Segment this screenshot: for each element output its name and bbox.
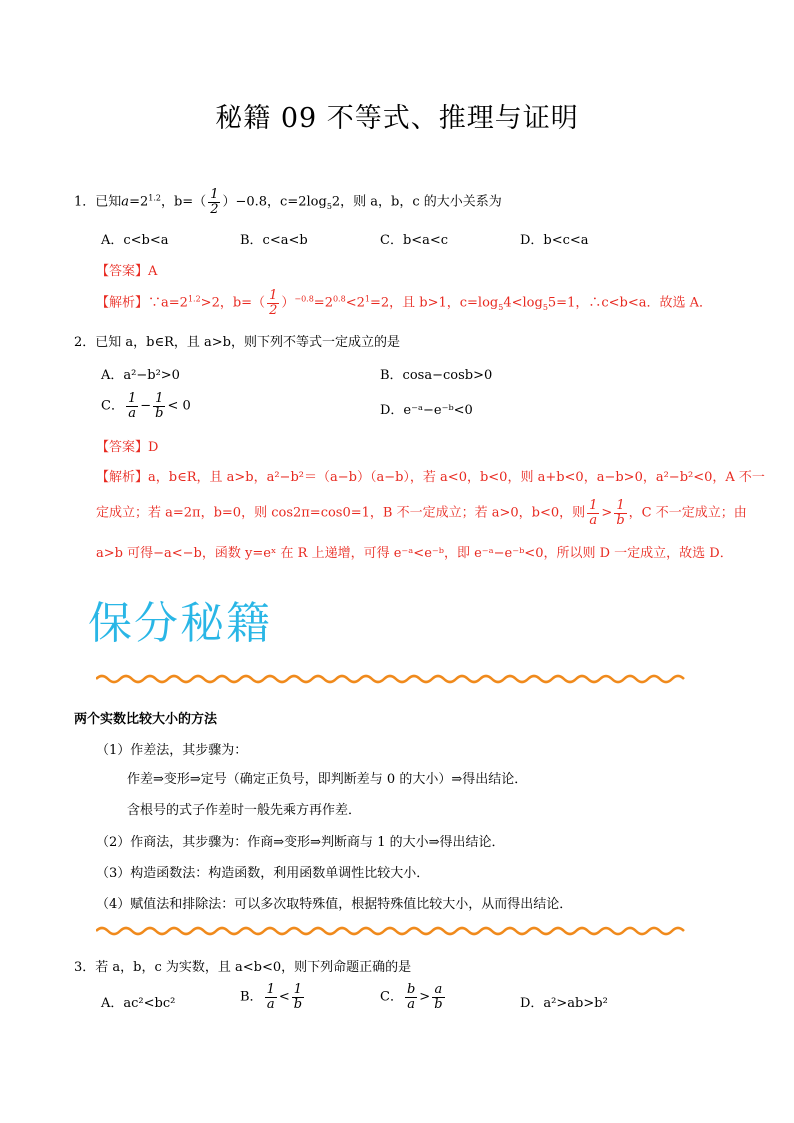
method-item-1-note: 含根号的式子作差时一般先乘方再作差． xyxy=(127,803,362,818)
method-item-3: （3）构造函数法：构造函数，利用函数单调性比较大小． xyxy=(96,866,430,881)
wavy-divider xyxy=(96,924,688,938)
q3-option-b: B． $\frac{1}{a}$ < $\frac{1}{b}$ xyxy=(240,982,303,1012)
fraction: $\frac{1}{2}$ xyxy=(210,187,219,217)
question-3-stem: 3．若 a，b，c 为实数，且 a<b<0，则下列命题正确的是 xyxy=(74,960,412,975)
q2-option-c: C． $\frac{1}{a}$ − $\frac{1}{b}$ < 0 xyxy=(101,391,191,421)
q2-option-b: B．cosa−cosb>0 xyxy=(380,368,493,383)
question-1-stem: 1．已知$a=2^{1.2}$，b=（ $\frac{1}{2}$ ）−0.8，$c=2\log_52$，则 a，b，c 的大小关系为 xyxy=(74,187,502,217)
q2-analysis-line-1: 【解析】a，b∈R，且 a>b，a²−b²＝（a−b）（a−b），若 a<0，b<0，则 a+b<0，a−b>0，a²−b²<0，A 不一 xyxy=(96,470,765,485)
wavy-divider xyxy=(96,672,688,686)
q2-answer: 【答案】D xyxy=(96,440,159,455)
q2-option-d: D．e⁻ᵃ−e⁻ᵇ<0 xyxy=(380,403,473,418)
fraction: $\frac{1}{2}$ xyxy=(269,288,278,318)
q1-option-a: A．c<b<a xyxy=(101,233,169,248)
q2-analysis-line-2: 定成立；若 a=2π，b=0，则 cos2π=cos0=1，B 不一定成立；若 a>0，b<0，则 $\frac{1}{a}$ > $\frac{1}{b}$ ，C 不一定成立；由 xyxy=(96,498,747,528)
method-item-2: （2）作商法，其步骤为：作商⇒变形⇒判断商与 1 的大小⇒得出结论． xyxy=(96,835,505,850)
method-heading: 两个实数比较大小的方法 xyxy=(74,712,218,727)
method-item-1-steps: 作差⇒变形⇒定号（确定正负号，即判断差与 0 的大小）⇒得出结论． xyxy=(127,772,528,787)
q1-option-c: C．b<a<c xyxy=(380,233,449,248)
question-2-stem: 2．已知 a，b∈R，且 a>b，则下列不等式一定成立的是 xyxy=(74,335,400,350)
q3-option-a: A．ac²<bc² xyxy=(101,996,176,1011)
q3-option-d: D．a²>ab>b² xyxy=(520,996,608,1011)
q3-option-c: C． $\frac{b}{a}$ > $\frac{a}{b}$ xyxy=(380,982,443,1012)
brand-logo xyxy=(84,592,304,652)
method-item-1: （1）作差法，其步骤为： xyxy=(96,743,248,758)
brand-text: 保分秘籍 xyxy=(88,598,272,649)
q2-option-a: A．a²−b²>0 xyxy=(101,368,180,383)
q1-analysis: 【解析】$\because a=2^{1.2}>2$，b=（ $\frac{1}{2}$ ）$^{-0.8}=2^{0.8}<2^1=2$，且 b>1，$c=\log_54<\log_55=1$，∴c<b<a．故选 A． xyxy=(96,288,712,318)
q2-analysis-line-3: a>b 可得−a<−b，函数 y=eˣ 在 R 上递增，可得 e⁻ᵃ<e⁻ᵇ，即 e⁻ᵃ−e⁻ᵇ<0，所以则 D 一定成立，故选 D． xyxy=(96,546,733,561)
q1-option-d: D．b<c<a xyxy=(520,233,589,248)
q1-option-b: B．c<a<b xyxy=(240,233,308,248)
method-item-4: （4）赋值法和排除法：可以多次取特殊值，根据特殊值比较大小，从而得出结论． xyxy=(96,897,573,912)
page-title: 秘籍 09 不等式、推理与证明 xyxy=(215,103,579,134)
q1-answer: 【答案】A xyxy=(96,264,158,279)
